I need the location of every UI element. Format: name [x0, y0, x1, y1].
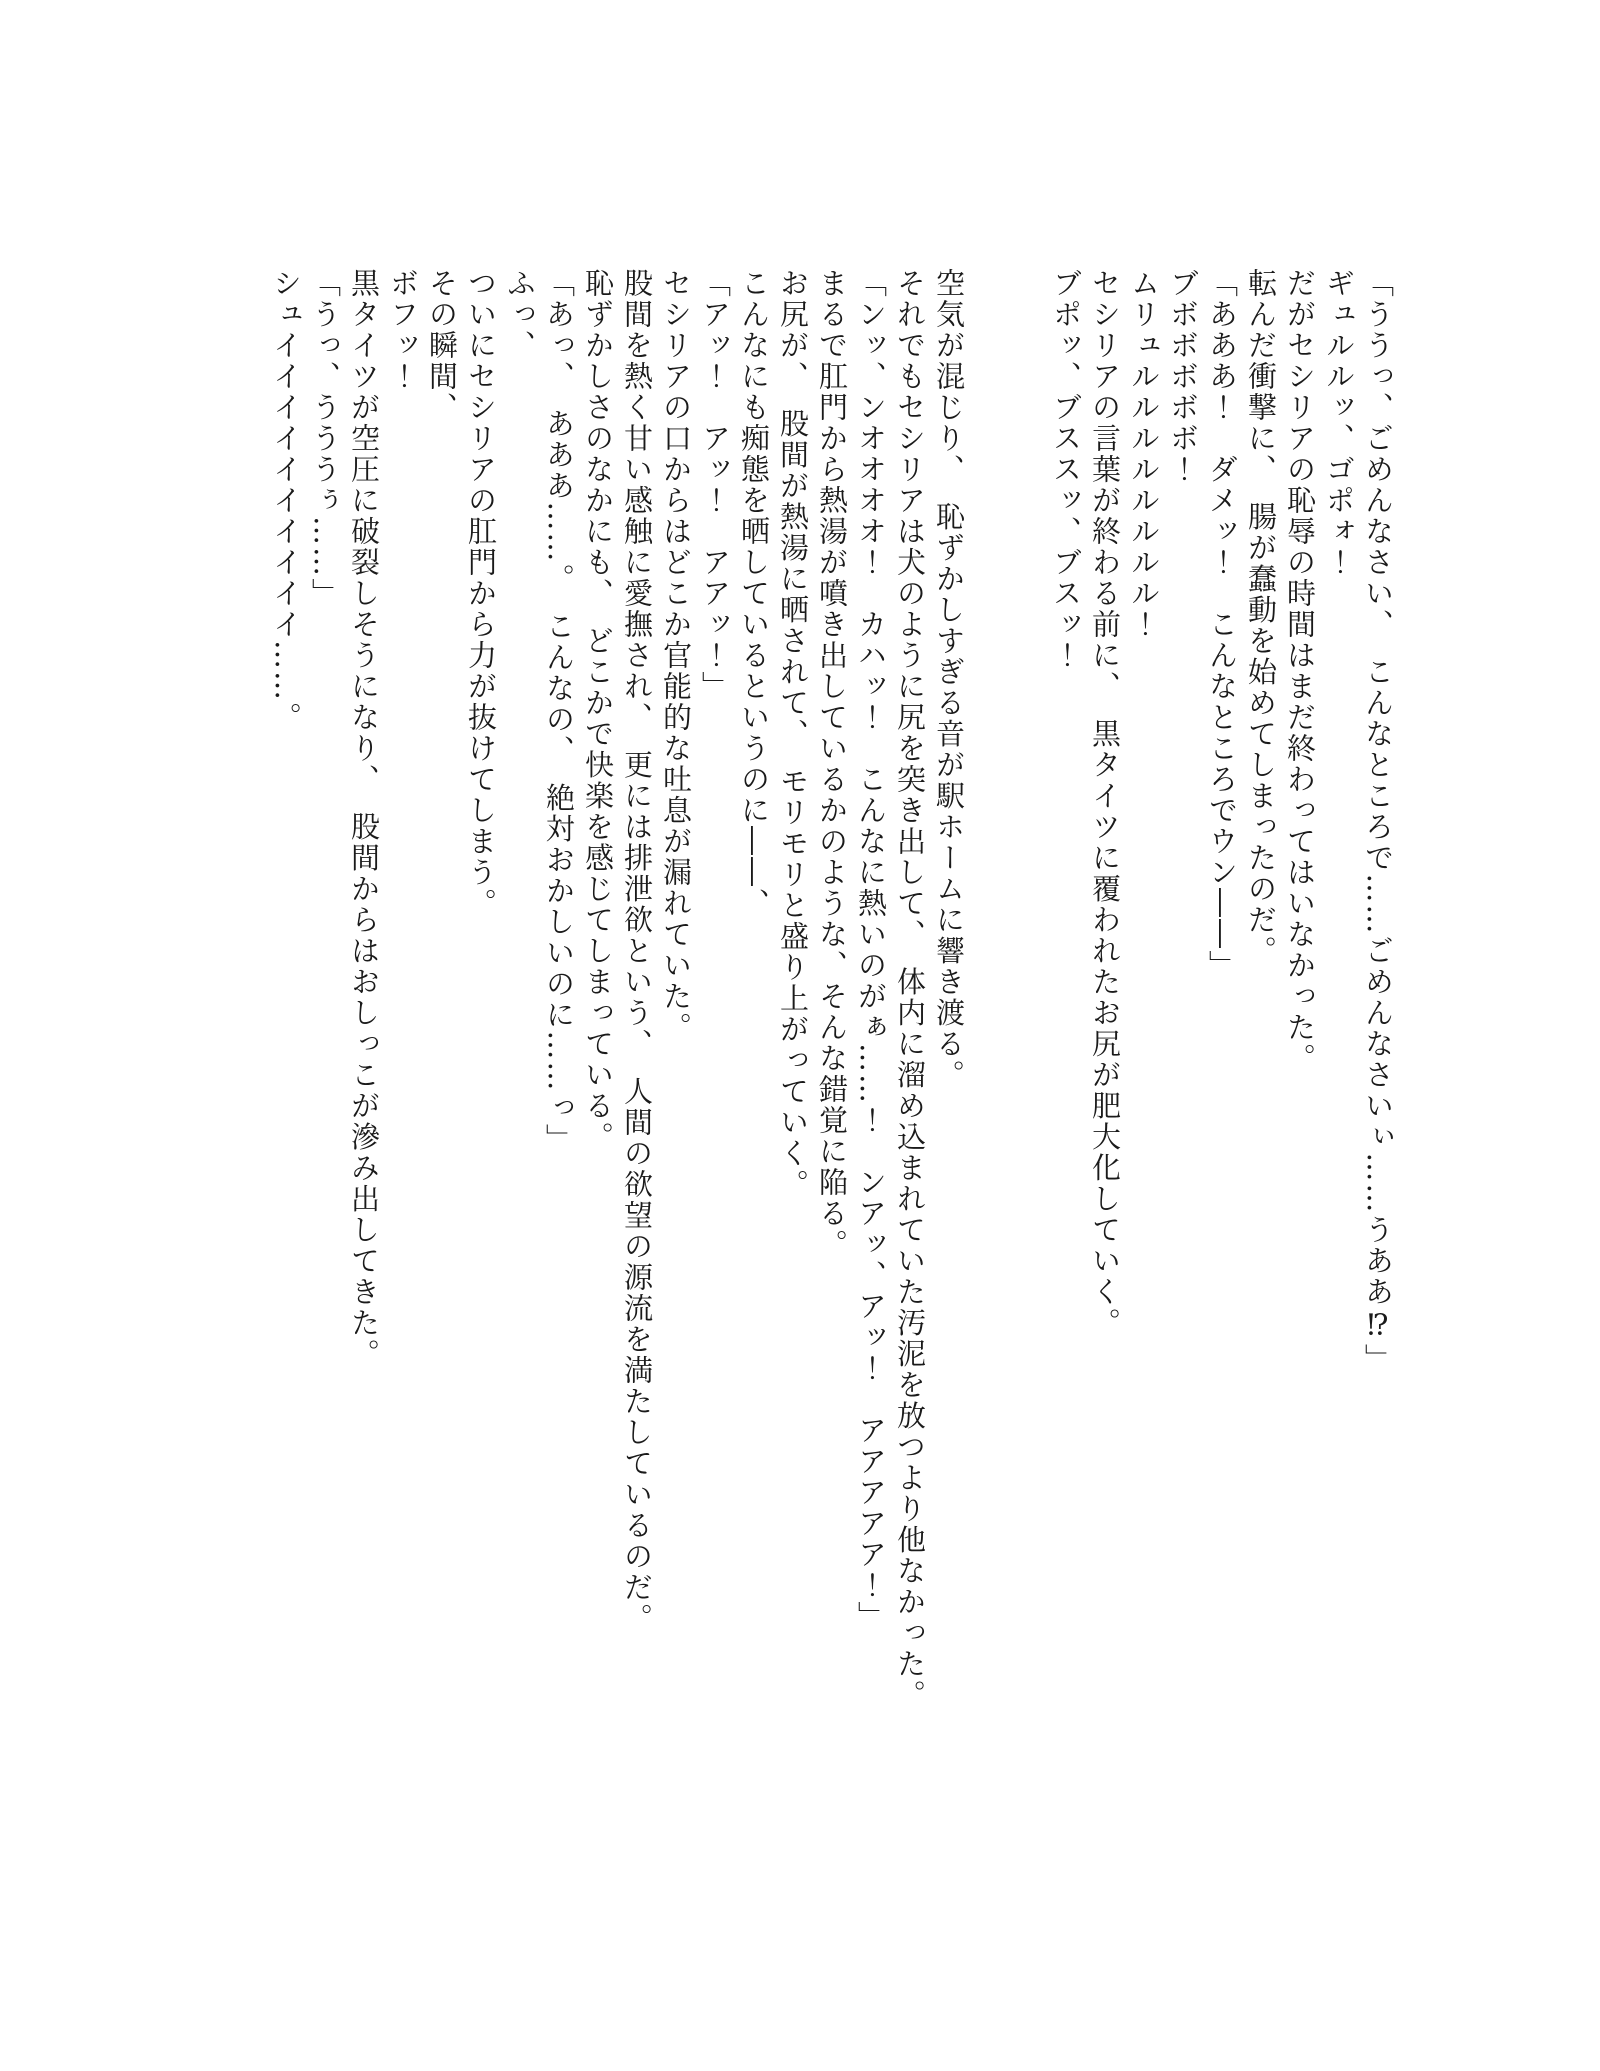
- text-line: 「ンッ、ンオオオオ！ カハッ！ こんなに熱いのがぁ……！ ンアッ、アッ！ アアアアア！」: [854, 268, 888, 1632]
- text-line: 「アッ！ アッ！ アアッ！」: [698, 268, 732, 702]
- text-line: 「あああ！ ダメッ！ こんなところでウン――」: [1205, 268, 1239, 981]
- text-line: まるで肛門から熱湯が噴き出しているかのような、そんな錯覚に陥る。: [815, 268, 849, 1260]
- text-line: ギュルルッ、ゴポォ！: [1322, 268, 1356, 578]
- blank-line: [1007, 268, 1046, 1868]
- text-line: 股間を熱く甘い感触に愛撫され、 更には排泄欲という、 人間の欲望の源流を満たしているのだ。: [620, 268, 654, 1634]
- text-line: セシリアの言葉が終わる前に、 黒タイツに覆われたお尻が肥大化していく。: [1088, 268, 1122, 1339]
- text-line: その瞬間、: [425, 268, 459, 423]
- text-line: ブボボボボボ！: [1166, 268, 1200, 485]
- text-line: ブポッ、ブススッ、ブスッ！: [1049, 268, 1083, 671]
- text-line: それでもセシリアは犬のように尻を突き出して、 体内に溜め込まれていた汚泥を放つより他なかった。: [893, 268, 927, 1711]
- text-line: ついにセシリアの肛門から力が抜けてしまう。: [464, 268, 498, 919]
- text-line: こんなにも痴態を晒しているというのに――、: [737, 268, 771, 919]
- text-line: 転んだ衝撃に、 腸が蠢動を始めてしまったのだ。: [1244, 268, 1278, 967]
- text-line: だがセシリアの恥辱の時間はまだ終わってはいなかった。: [1283, 268, 1317, 1074]
- text-line: セシリアの口からはどこか官能的な吐息が漏れていた。: [659, 268, 693, 1043]
- text-line: 恥ずかしさのなかにも、 どこかで快楽を感じてしまっている。: [581, 268, 615, 1153]
- text-line: ふっ、: [503, 268, 537, 361]
- text-line: 「ううっ、ごめんなさい、 こんなところで……ごめんなさいぃ……うああ⁉」: [1361, 268, 1395, 1375]
- text-line: 空気が混じり、 恥ずかしすぎる音が駅ホームに響き渡る。: [932, 268, 966, 1091]
- text-line: ボフッ！: [386, 268, 420, 392]
- vertical-text-block: [266, 268, 1397, 1868]
- text-line: お尻が、 股間が熱湯に晒されて、 モリモリと盛り上がっていく。: [776, 268, 810, 1200]
- blank-line: [968, 268, 1007, 1868]
- text-line: 「あっ、 あああ……。 こんなの、 絶対おかしいのに……っ」: [542, 268, 576, 1155]
- text-line: 「うっ、うううぅ……」: [308, 268, 342, 609]
- text-line: 黒タイツが空圧に破裂しそうになり、 股間からはおしっこが滲み出してきた。: [347, 268, 381, 1370]
- text-line: シュイイイイイイイイイイ……。: [269, 268, 303, 733]
- text-line: ムリュルルルルルルルル！: [1127, 268, 1161, 640]
